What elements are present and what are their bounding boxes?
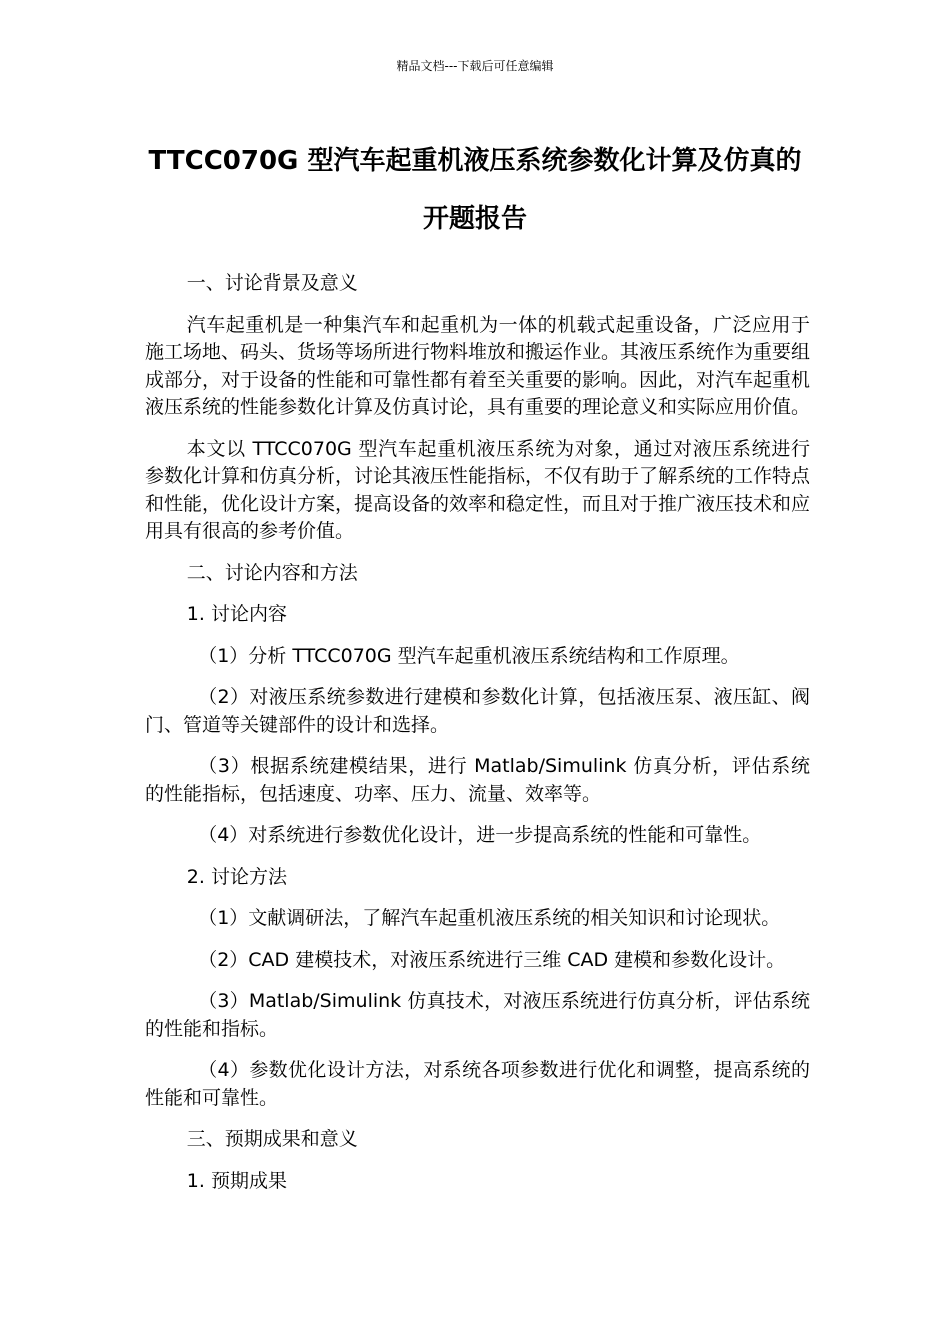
content-item-1: （1）分析 TTCC070G 型汽车起重机液压系统结构和工作原理。 [198, 644, 740, 667]
document-body [145, 270, 810, 1209]
page-header: 精品文档---下载后可任意编辑 [396, 59, 554, 73]
method-item-4: （4）参数优化设计方法，对系统各项参数进行优化和调整，提高系统的性能和可靠性。 [145, 1059, 810, 1109]
content-item-2: （2）对液压系统参数进行建模和参数化计算，包括液压泵、液压缸、阀门、管道等关键部件的设计和选择。 [145, 686, 810, 736]
subsection-heading-method: 2. 讨论方法 [186, 865, 287, 888]
subsection-heading-content: 1. 讨论内容 [186, 603, 287, 625]
method-item-1: （1）文献调研法，了解汽车起重机液压系统的相关知识和讨论现状。 [198, 907, 781, 929]
section-heading-background: 一、讨论背景及意义 [186, 272, 358, 294]
subsection-heading-expected-results: 1. 预期成果 [186, 1169, 287, 1192]
document-title: TTCC070G 型汽车起重机液压系统参数化计算及仿真的开题报告 [148, 146, 802, 234]
method-item-2: （2）CAD 建模技术，对液压系统进行三维 CAD 建模和参数化设计。 [198, 948, 786, 971]
paragraph-background-2: 本文以 TTCC070G 型汽车起重机液压系统为对象，通过对液压系统进行参数化计算和仿真分析，讨论其液压性能指标，不仅有助于了解系统的工作特点和性能，优化设计方案，提高设备的效率和稳定性，而且对于推广液压技术和应用具有很高的参考价值。 [145, 437, 811, 542]
method-item-3: （3）Matlab/Simulink 仿真技术，对液压系统进行仿真分析，评估系统的性能和指标。 [145, 990, 810, 1040]
paragraph-background-1: 汽车起重机是一种集汽车和起重机为一体的机载式起重设备，广泛应用于施工场地、码头、货场等场所进行物料堆放和搬运作业。其液压系统作为重要组成部分，对于设备的性能和可靠性都有着至关重要的影响。因此，对汽车起重机液压系统的性能参数化计算及仿真讨论，具有重要的理论意义和实际应用价值。 [145, 313, 811, 418]
content-item-4: （4）对系统进行参数优化设计，进一步提高系统的性能和可靠性。 [198, 824, 762, 846]
section-heading-outcomes: 三、预期成果和意义 [186, 1128, 358, 1150]
section-heading-content-method: 二、讨论内容和方法 [186, 561, 358, 584]
content-item-3: （3）根据系统建模结果，进行 Matlab/Simulink 仿真分析，评估系统的性能指标，包括速度、功率、压力、流量、效率等。 [145, 755, 810, 805]
